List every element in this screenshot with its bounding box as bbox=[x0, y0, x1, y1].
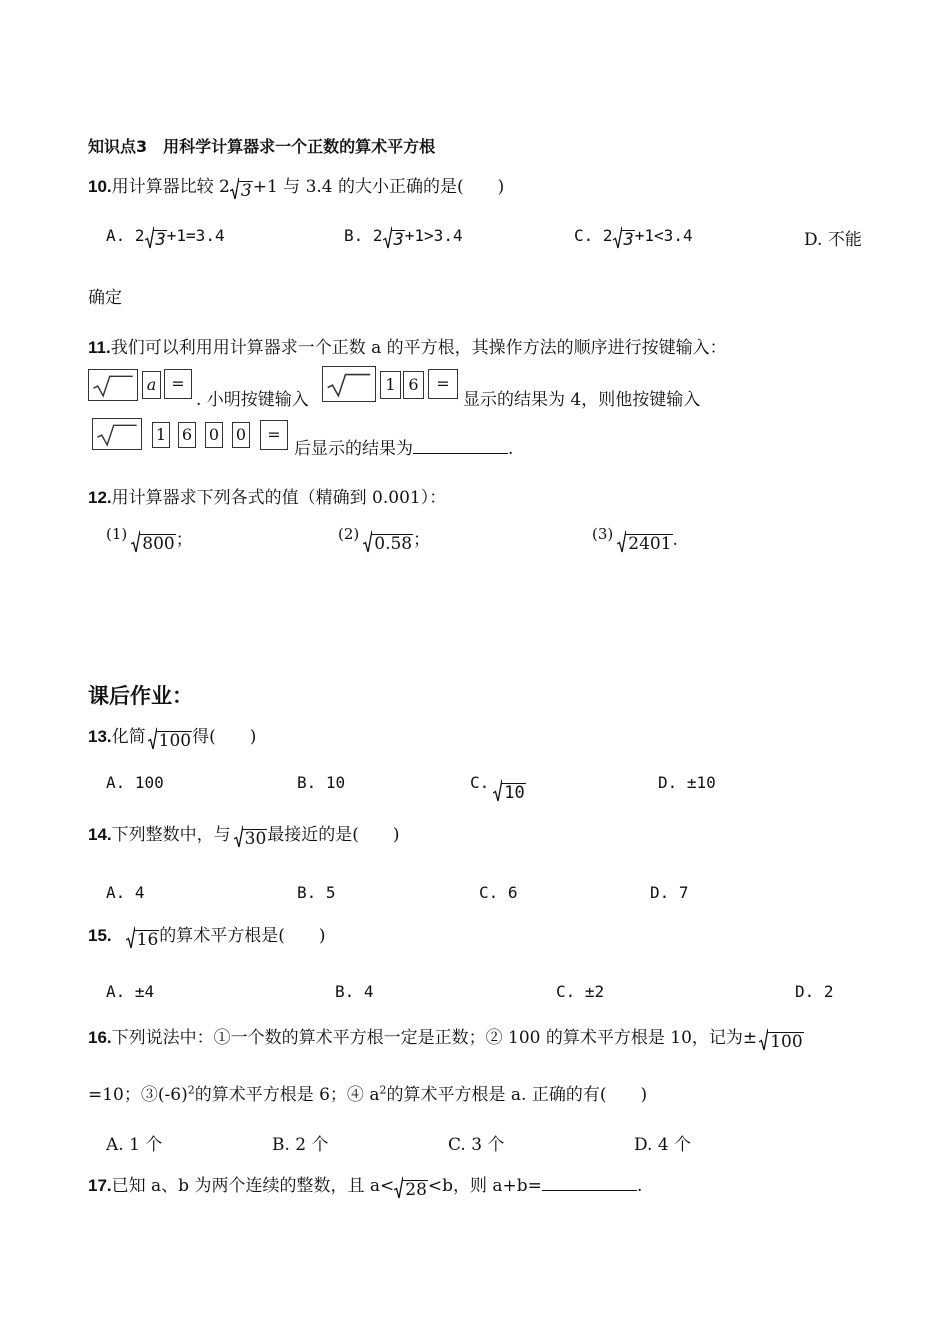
separator: . bbox=[672, 530, 678, 550]
sqrt-expression bbox=[613, 226, 635, 250]
sqrt-icon bbox=[131, 530, 140, 554]
option-c bbox=[470, 773, 526, 803]
q12-part-1 bbox=[106, 525, 193, 554]
option-label: C. bbox=[470, 773, 490, 792]
sqrt-icon bbox=[234, 825, 243, 849]
option-label: A. 2 bbox=[106, 226, 145, 245]
sqrt-icon bbox=[148, 727, 157, 751]
sqrt-expression bbox=[145, 226, 167, 250]
sqrt-icon bbox=[126, 926, 135, 950]
question-17 bbox=[88, 1171, 642, 1200]
option-b: B. 2 个 bbox=[272, 1135, 329, 1155]
radicand: 2401 bbox=[628, 534, 672, 554]
sqrt-expression bbox=[148, 727, 192, 751]
radicand: 0.58 bbox=[374, 534, 413, 554]
q12-part-2 bbox=[338, 525, 430, 554]
radicand: 3 bbox=[240, 181, 252, 201]
option-d: D. 2 bbox=[795, 982, 834, 1001]
radicand: 3 bbox=[623, 230, 634, 250]
q11-text-3-label: 后显示的结果为 bbox=[294, 439, 413, 459]
sqrt-expression bbox=[234, 825, 268, 849]
question-end: . bbox=[636, 1176, 643, 1196]
sqrt-icon bbox=[93, 419, 141, 449]
exponent: 2 bbox=[187, 1083, 195, 1097]
part-label: (2) bbox=[338, 525, 360, 543]
sqrt-icon bbox=[613, 226, 622, 250]
question-number: 14. bbox=[88, 825, 112, 844]
option-d: D. 7 bbox=[650, 883, 689, 902]
question-number: 10. bbox=[88, 177, 112, 196]
sqrt-expression bbox=[617, 530, 672, 554]
key-1: 1 bbox=[380, 371, 401, 399]
question-number: 16. bbox=[88, 1028, 112, 1047]
question-stem-mid: <b，则 a+b= bbox=[427, 1176, 542, 1196]
key-6: 6 bbox=[403, 371, 424, 399]
sqrt-icon bbox=[323, 367, 375, 401]
stem-part: =10；③(-6) bbox=[88, 1085, 188, 1105]
question-stem: 用计算器求下列各式的值（精确到 0.001）： bbox=[111, 488, 447, 508]
question-12 bbox=[88, 483, 446, 508]
sqrt-icon bbox=[617, 530, 626, 554]
sqrt-icon bbox=[394, 1176, 403, 1200]
option-c: C. ±2 bbox=[556, 982, 605, 1001]
question-10 bbox=[88, 172, 504, 201]
q11-text-2: 显示的结果为 4，则他按键输入 bbox=[463, 390, 701, 410]
stem-part: 的算术平方根是 a. 正确的有( ) bbox=[386, 1085, 648, 1105]
sqrt-expression bbox=[230, 177, 253, 201]
exponent: 2 bbox=[379, 1083, 387, 1097]
option-a: A. 4 bbox=[106, 883, 145, 902]
sqrt-key bbox=[88, 369, 138, 401]
q11-end: . bbox=[508, 439, 514, 459]
radicand: 100 bbox=[770, 1032, 803, 1052]
option-b: B. 5 bbox=[297, 883, 336, 902]
option-a bbox=[106, 226, 225, 250]
question-stem: 用计算器比较 2 bbox=[111, 177, 230, 197]
radicand: 100 bbox=[158, 731, 192, 751]
option-c: C. 6 bbox=[479, 883, 518, 902]
sqrt-icon bbox=[383, 226, 392, 250]
option-c: C. 3 个 bbox=[448, 1135, 505, 1155]
sqrt-expression bbox=[131, 530, 175, 554]
question-stem: 我们可以利用用计算器求一个正数 a 的平方根，其操作方法的顺序进行按键输入： bbox=[110, 338, 727, 358]
stem-part: 的算术平方根是 6；④ a bbox=[194, 1085, 380, 1105]
radicand: 16 bbox=[136, 930, 159, 950]
sqrt-key bbox=[322, 366, 376, 402]
question-stem: 下列说法中：①一个数的算术平方根一定是正数；② 100 的算术平方根是 10，记为± bbox=[111, 1028, 758, 1048]
sqrt-icon bbox=[145, 226, 154, 250]
q12-part-3 bbox=[592, 525, 678, 554]
sqrt-key bbox=[92, 418, 142, 450]
equals-key: = bbox=[260, 420, 288, 450]
separator: ； bbox=[413, 530, 431, 550]
question-13 bbox=[88, 722, 256, 751]
question-stem: 下列整数中，与 bbox=[111, 825, 231, 845]
question-14 bbox=[88, 820, 400, 849]
option-a: A. ±4 bbox=[106, 982, 155, 1001]
part-label: (1) bbox=[106, 525, 128, 543]
option-d: D. 不能 bbox=[804, 230, 862, 250]
radicand: 10 bbox=[504, 783, 525, 803]
sqrt-icon bbox=[230, 177, 239, 201]
a-key: a bbox=[142, 371, 161, 399]
key-0: 0 bbox=[205, 422, 223, 448]
sqrt-expression bbox=[363, 530, 413, 554]
sqrt-expression bbox=[759, 1028, 803, 1052]
equals-key: = bbox=[428, 369, 458, 399]
separator: ； bbox=[175, 530, 193, 550]
radicand: 30 bbox=[244, 829, 267, 849]
section-title: 知识点3 用科学计算器求一个正数的算术平方根 bbox=[88, 137, 436, 156]
sqrt-expression bbox=[383, 226, 405, 250]
option-text: +1<3.4 bbox=[634, 226, 693, 245]
sqrt-expression bbox=[126, 926, 160, 950]
radicand: 3 bbox=[393, 230, 404, 250]
answer-blank[interactable] bbox=[542, 1174, 637, 1191]
question-stem: 已知 a、b 为两个连续的整数，且 a< bbox=[111, 1176, 395, 1196]
key-6: 6 bbox=[178, 422, 196, 448]
option-d-continued: 确定 bbox=[88, 288, 122, 308]
sqrt-expression bbox=[394, 1176, 428, 1200]
option-d: D. ±10 bbox=[658, 773, 716, 792]
option-b: B. 4 bbox=[335, 982, 374, 1001]
option-a: A. 100 bbox=[106, 773, 164, 792]
radicand: 800 bbox=[142, 534, 175, 554]
option-a: A. 1 个 bbox=[106, 1135, 163, 1155]
sqrt-icon bbox=[89, 370, 137, 400]
question-16 bbox=[88, 1023, 804, 1052]
option-c bbox=[574, 226, 693, 250]
option-d: D. 4 个 bbox=[634, 1135, 692, 1155]
key-1: 1 bbox=[152, 422, 170, 448]
question-number: 11. bbox=[88, 338, 111, 357]
question-number: 17. bbox=[88, 1176, 112, 1195]
question-11 bbox=[88, 333, 727, 358]
sqrt-expression bbox=[493, 779, 525, 803]
question-stem-end: +1 与 3.4 的大小正确的是( ) bbox=[252, 177, 505, 197]
question-number: 12. bbox=[88, 488, 112, 507]
radicand: 28 bbox=[405, 1180, 427, 1200]
q11-text-3 bbox=[294, 434, 513, 459]
answer-blank[interactable] bbox=[413, 437, 508, 454]
question-16-line-2 bbox=[88, 1080, 647, 1105]
radicand: 3 bbox=[155, 230, 166, 250]
option-b bbox=[344, 226, 463, 250]
q11-text-1: . 小明按键输入 bbox=[196, 390, 309, 410]
key-0: 0 bbox=[232, 422, 250, 448]
question-15 bbox=[88, 921, 326, 950]
sqrt-icon bbox=[493, 779, 502, 803]
question-stem-end: 的算术平方根是( ) bbox=[159, 926, 326, 946]
sqrt-icon bbox=[759, 1028, 768, 1052]
question-number: 13. bbox=[88, 727, 112, 746]
option-text: +1=3.4 bbox=[166, 226, 225, 245]
question-stem-end: 最接近的是( ) bbox=[267, 825, 400, 845]
part-label: (3) bbox=[592, 525, 614, 543]
option-label: C. 2 bbox=[574, 226, 613, 245]
question-number: 15. bbox=[88, 926, 112, 945]
equals-key: = bbox=[164, 369, 192, 399]
question-stem-end: 得( ) bbox=[192, 727, 257, 747]
option-b: B. 10 bbox=[297, 773, 346, 792]
option-label: B. 2 bbox=[344, 226, 383, 245]
homework-title: 课后作业： bbox=[88, 684, 193, 708]
question-stem: 化简 bbox=[111, 727, 146, 747]
option-text: +1>3.4 bbox=[404, 226, 463, 245]
sqrt-icon bbox=[363, 530, 372, 554]
